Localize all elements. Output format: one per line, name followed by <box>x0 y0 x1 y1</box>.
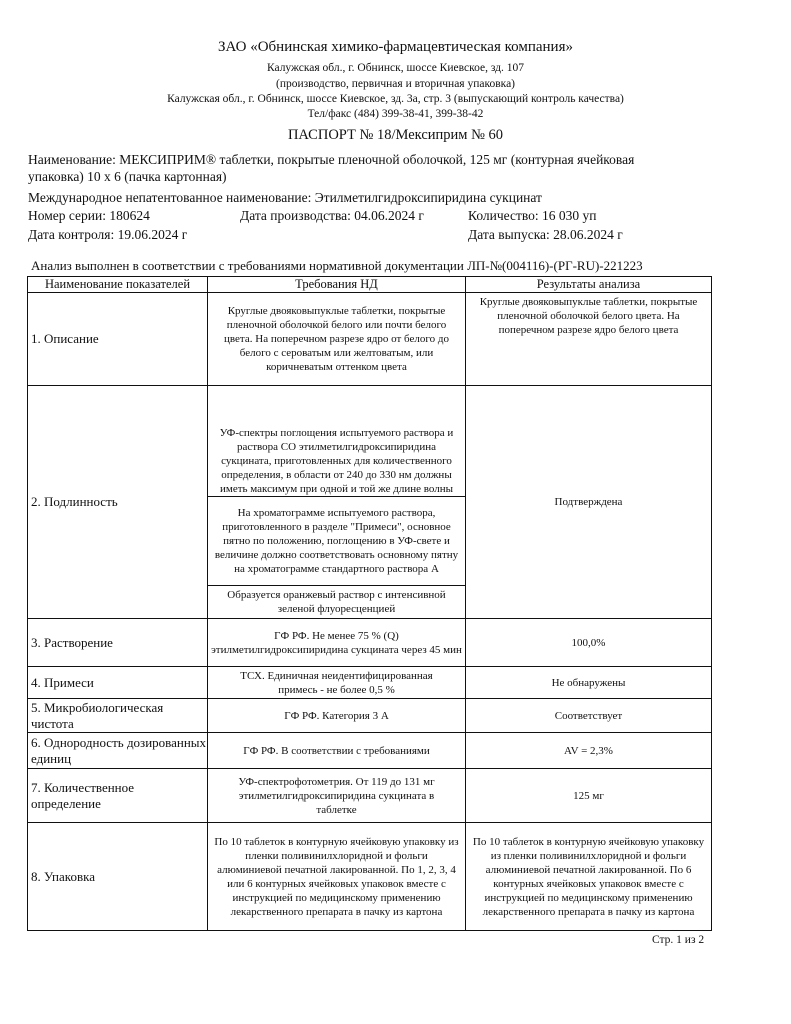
table-row <box>28 699 712 733</box>
production-address: Калужская обл., г. Обнинск, шоссе Киевское, зд. 107 <box>266 62 525 74</box>
row-result: AV = 2,3% <box>466 733 712 769</box>
row-result: Не обнаружены <box>466 667 712 699</box>
header-results: Результаты анализа <box>466 277 712 293</box>
header-parameter: Наименование показателей <box>28 277 208 293</box>
table-row <box>28 293 712 386</box>
production-date: Дата производства: 04.06.2024 г <box>240 208 424 223</box>
row-result: Подтверждена <box>466 386 712 619</box>
requirement-chromatogram: На хроматограмме испытуемого раствора, приготовленного в разделе "Примеси", основное пятно по положению, поглощению в УФ-свете и величине должно соответствовать основному пятну на хроматограмме стандартного раствора А <box>208 497 465 586</box>
row-name: 7. Количественное определение <box>28 769 208 823</box>
row-name: 4. Примеси <box>28 667 208 699</box>
row-requirement: Круглые двояковыпуклые таблетки, покрытые пленочной оболочкой белого или почти белого цвета. На поперечном разрезе ядро от белого до белого с сероватым или желтоватым, или коричневатым оттенком цвета <box>208 293 466 386</box>
row-name: 6. Однородность дозированных единиц <box>28 733 208 769</box>
phone-fax: Тел/факс (484) 399-38-41, 399-38-42 <box>307 108 484 120</box>
production-address-note: (производство, первичная и вторичная упаковка) <box>275 78 516 90</box>
row-requirement: УФ-спектрофотометрия. От 119 до 131 мг этилметилгидроксипиридина сукцината в таблетке <box>208 769 466 823</box>
release-date: Дата выпуска: 28.06.2024 г <box>468 227 623 242</box>
row-requirement: По 10 таблеток в контурную ячейковую упаковку из пленки поливинилхлоридной и фольги алюминиевой печатной лакированной. По 1, 2, 3, 4 или 6 контурных ячейковых упаковок вместе с инструкцией по медицинскому применению лекарственного препарата в пачку из картона <box>208 823 466 931</box>
product-name-line1: Наименование: МЕКСИПРИМ® таблетки, покрытые пленочной оболочкой, 125 мг (контурная ячейковая <box>28 152 635 167</box>
requirement-fluorescence: Образуется оранжевый раствор с интенсивной зеленой флуоресценцией <box>227 589 446 615</box>
row-requirement: ГФ РФ. В соответствии с требованиями <box>208 733 466 769</box>
row-result: Соответствует <box>466 699 712 733</box>
row-result: 125 мг <box>466 769 712 823</box>
table-header-row <box>28 277 712 293</box>
row-result: 100,0% <box>466 619 712 667</box>
row-name: 5. Микробиологическая чистота <box>28 699 208 733</box>
series-number: Номер серии: 180624 <box>28 208 150 223</box>
row-result: По 10 таблеток в контурную ячейковую упаковку из пленки поливинилхлоридной и фольги алюминиевой печатной лакированной. По 6 контурных ячейковых упаковок вместе с инструкцией по медицинскому применению лекарственного препарата в пачку из картона <box>466 823 712 931</box>
company-name: ЗАО «Обнинская химико-фармацевтическая компания» <box>218 39 573 55</box>
table-row <box>28 769 712 823</box>
passport-title: ПАСПОРТ № 18/Мексиприм № 60 <box>287 127 504 143</box>
analysis-note: Анализ выполнен в соответствии с требованиями нормативной документации ЛП-№(004116)-(РГ-RU)-221223 <box>31 258 643 273</box>
table-row <box>28 823 712 931</box>
row-name: 8. Упаковка <box>28 823 208 931</box>
qc-address: Калужская обл., г. Обнинск, шоссе Киевское, зд. 3а, стр. 3 (выпускающий контроль качества) <box>167 93 624 105</box>
inn: Международное непатентованное наименование: Этилметилгидроксипиридина сукцинат <box>28 190 542 205</box>
row-requirement: ТСХ. Единичная неидентифицированная примесь - не более 0,5 % <box>208 667 466 699</box>
analysis-table <box>27 276 712 931</box>
table-row <box>28 619 712 667</box>
page-number: Стр. 1 из 2 <box>652 934 705 946</box>
row-name: 1. Описание <box>28 293 208 386</box>
requirement-uv-spectra: УФ-спектры поглощения испытуемого раствора и раствора СО этилметилгидроксипиридина сукцината, приготовленных для количественного определения, в области от 240 до 330 нм должны иметь максимум при одной и той же длине волны <box>208 386 465 497</box>
quantity: Количество: 16 030 уп <box>468 208 597 223</box>
table-row <box>28 386 712 619</box>
product-name-line2: упаковка) 10 х 6 (пачка картонная) <box>28 169 227 184</box>
row-result: Круглые двояковыпуклые таблетки, покрытые пленочной оболочкой белого цвета. На поперечном разрезе ядро белого цвета <box>466 293 712 386</box>
row-requirement: ГФ РФ. Категория 3 А <box>208 699 466 733</box>
table-row <box>28 667 712 699</box>
table-row <box>28 733 712 769</box>
header-requirements: Требования НД <box>208 277 466 293</box>
row-name: 2. Подлинность <box>28 386 208 619</box>
row-requirement: ГФ РФ. Не менее 75 % (Q) этилметилгидроксипиридина сукцината через 45 мин <box>208 619 466 667</box>
control-date: Дата контроля: 19.06.2024 г <box>28 227 188 242</box>
row-name: 3. Растворение <box>28 619 208 667</box>
